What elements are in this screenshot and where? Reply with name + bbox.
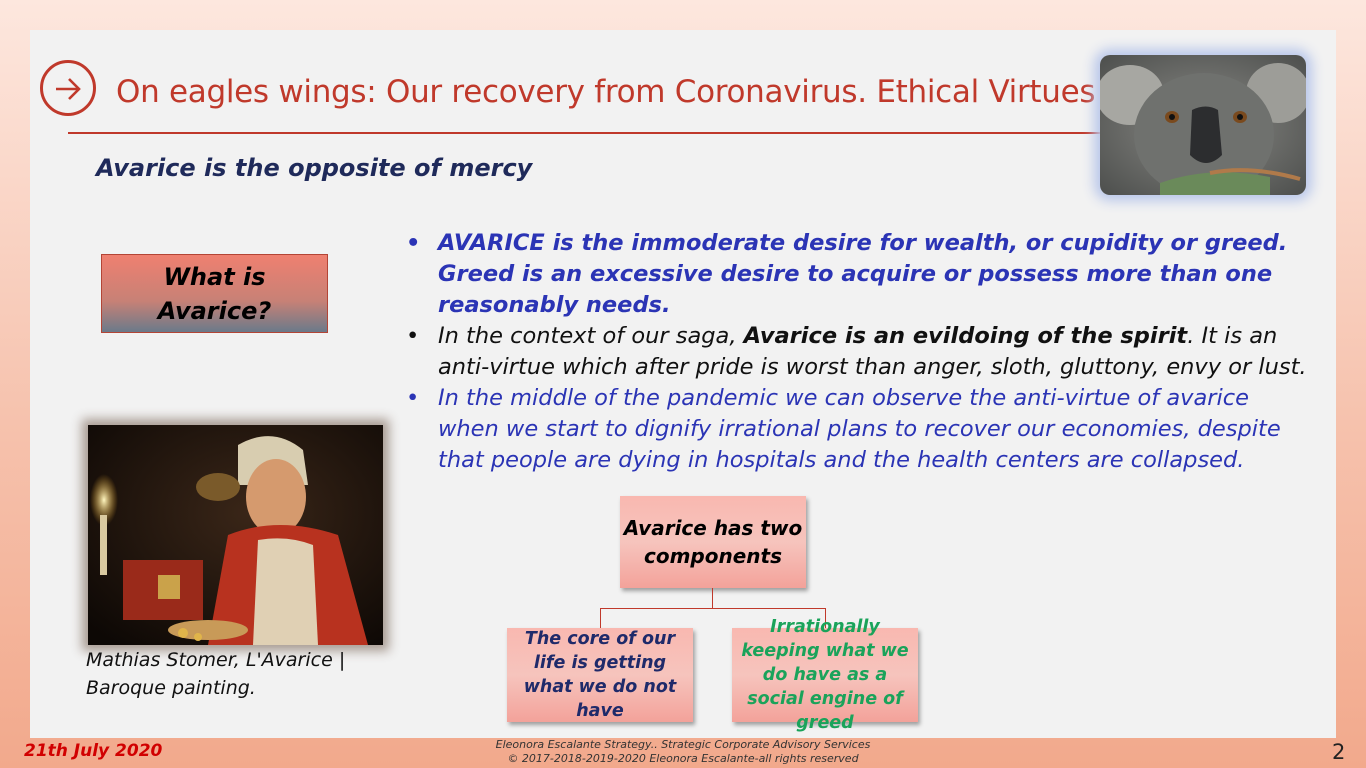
- koala-image: [1100, 55, 1306, 195]
- org-chart-left-box: [507, 628, 693, 722]
- org-chart-right-box: [732, 617, 918, 733]
- footer-credit: [466, 738, 900, 766]
- arrow-right-circle-icon: [40, 60, 96, 116]
- org-chart-right-text: Irrationally keeping what we do have as a social engine of greed: [741, 617, 909, 733]
- bullet-item: [406, 321, 1316, 383]
- bullet-text: In the middle of the pandemic we can observe the anti-virtue of avarice when we start to dignify irrational plans to recover our economies, despite that people are dying in hospitals and the health centers are collapsed.: [438, 385, 1281, 473]
- bullet-text-bold: Avarice is an evildoing of the spirit: [743, 323, 1188, 349]
- title-divider: [68, 132, 1108, 134]
- org-chart-root-text: Avarice has two components: [623, 516, 803, 568]
- page-number: 2: [1332, 740, 1346, 764]
- org-chart-left-text: The core of our life is getting what we do not have: [523, 629, 677, 721]
- painting-caption: Mathias Stomer, L'Avarice | Baroque painting.: [86, 649, 346, 699]
- bullet-dot: •: [406, 323, 420, 349]
- org-chart-root-box: [620, 496, 806, 588]
- bullet-item: [406, 383, 1316, 476]
- org-connector-horizontal: [600, 608, 826, 609]
- bullet-dot: •: [406, 230, 421, 256]
- bullet-text-post: . It is an anti-virtue which after pride is worst than anger, sloth, gluttony, envy or lust.: [438, 323, 1307, 380]
- what-box-line1: What is: [163, 262, 266, 291]
- what-is-avarice-box: [101, 254, 328, 333]
- slide-subtitle: Avarice is the opposite of mercy: [96, 154, 533, 182]
- bullet-list: [406, 228, 1316, 476]
- bullet-dot: •: [406, 385, 420, 411]
- org-connector-vertical: [712, 588, 713, 608]
- org-connector-left: [600, 608, 601, 628]
- footer-date: 21th July 2020: [24, 741, 163, 761]
- footer-credit-line1: Eleonora Escalante Strategy.. Strategic Corporate Advisory Services: [495, 738, 871, 751]
- bullet-text-pre: In the context of our saga,: [438, 323, 744, 349]
- bullet-item: [406, 228, 1316, 321]
- what-box-line2: Avarice?: [157, 296, 272, 325]
- slide-title: On eagles wings: Our recovery from Coronavirus. Ethical Virtues: [116, 74, 1096, 110]
- bullet-text: AVARICE is the immoderate desire for wealth, or cupidity or greed. Greed is an excessive desire to acquire or possess more than one reasonably needs.: [438, 230, 1288, 318]
- footer-credit-line2: © 2017-2018-2019-2020 Eleonora Escalante-all rights reserved: [507, 752, 859, 765]
- avarice-painting-image: [88, 425, 383, 645]
